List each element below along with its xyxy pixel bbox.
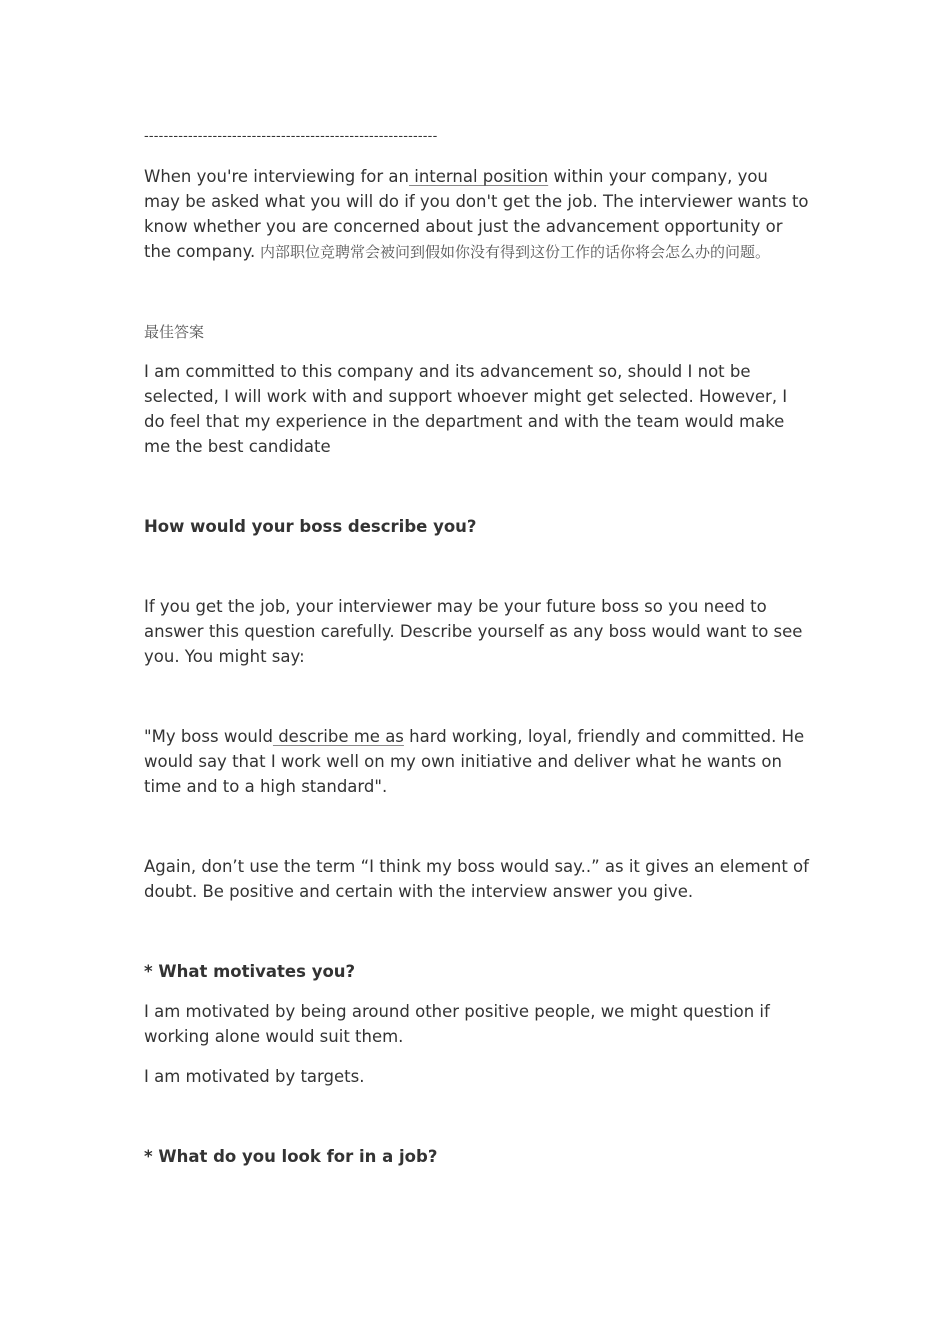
question-look-for-heading: * What do you look for in a job? [144, 1147, 438, 1166]
intro-chinese-text: 内部职位竞聘常会被问到假如你没有得到这份工作的话你将会怎么办的问题。 [255, 243, 771, 261]
intro-paragraph [144, 164, 809, 265]
boss-again-paragraph: Again, don’t use the term “I think my boss would say..” as it gives an element of doubt. Be positive and certain with the interview answer you give. [144, 857, 809, 901]
document-page [144, 124, 809, 1169]
best-answer-label: 最佳答案 [144, 323, 205, 341]
boss-quote-paragraph [144, 724, 809, 799]
boss-quote-text-1: "My boss would [144, 727, 273, 746]
best-answer-text: I am committed to this company and its advancement so, should I not be selected, I will work with and support whoever might get selected. However, I do feel that my experience in the department and with the team would make me the best candidate [144, 362, 788, 456]
motivates-answer-1: I am motivated by being around other positive people, we might question if working alone would suit them. [144, 1002, 770, 1046]
internal-position-link[interactable]: internal position [409, 167, 549, 186]
boss-advice-paragraph: If you get the job, your interviewer may be your future boss so you need to answer this question carefully. Describe yourself as any boss would want to see you. You might say: [144, 597, 803, 666]
motivates-answer-2: I am motivated by targets. [144, 1067, 365, 1086]
intro-text-1: When you're interviewing for an [144, 167, 409, 186]
separator-line: ------------------------------------------------------------ [144, 129, 438, 144]
describe-me-as-link[interactable]: describe me as [272, 727, 404, 746]
intro-text-2: within your company, you may be asked what you will do if you don't get the job. The interviewer wants to know whether you are concerned about just the advancement opportunity or the company. [144, 167, 809, 261]
question-boss-heading: How would your boss describe you? [144, 517, 477, 536]
boss-quote-text-2: hard working, loyal, friendly and committed. He would say that I work well on my own initiative and deliver what he wants on time and to a high standard". [144, 727, 805, 796]
question-motivates-heading: * What motivates you? [144, 962, 356, 981]
